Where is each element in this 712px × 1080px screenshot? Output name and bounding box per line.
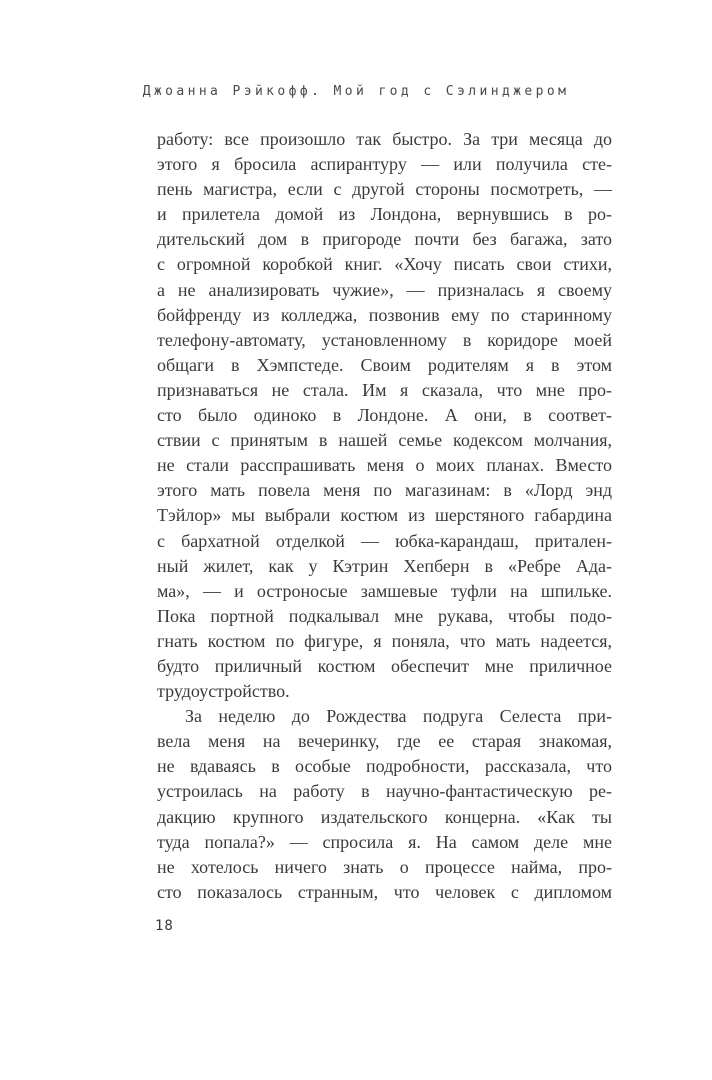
text-line: вела меня на вечеринку, где ее старая знакомая, [157,731,612,752]
text-line: признаваться не стала. Им я сказала, что мне про- [157,379,612,400]
text-line: будто приличный костюм обеспечит мне приличное [157,655,612,676]
text-line: устроилась на работу в научно-фантастическую ре- [157,781,612,802]
text-line: не хотелось ничего знать о процессе найма, про- [157,856,612,877]
text-line: Тэйлор» мы выбрали костюм из шерстяного габардина [157,505,612,526]
running-header: Джоанна Рэйкофф. Мой год с Сэлинджером [142,84,570,99]
text-line: трудоустройство. [157,681,290,702]
text-line: с огромной коробкой книг. «Хочу писать свои стихи, [157,254,612,275]
text-line: и прилетела домой из Лондона, вернувшись в ро- [157,204,612,225]
text-line: бойфренду из колледжа, позвонив ему по старинному [157,304,612,325]
text-line: а не анализировать чужие», — призналась я своему [157,279,612,300]
text-line: ный жилет, как у Кэтрин Хепберн в «Ребре Ада- [157,555,612,576]
text-line: сто показалось странным, что человек с дипломом [157,881,612,902]
text-line: не стали расспрашивать меня о моих планах. Вместо [157,455,612,476]
text-line: дакцию крупного издательского концерна. «Как ты [157,806,612,827]
text-line: сто было одиноко в Лондоне. А они, в соответ- [157,405,612,426]
page-number: 18 [155,918,174,934]
text-line: телефону-автомату, установленному в коридоре моей [157,329,612,350]
text-line: работу: все произошло так быстро. За три месяца до [157,129,612,149]
text-line: не вдаваясь в особые подробности, рассказала, что [157,756,612,777]
text-line: За неделю до Рождества подруга Селеста при- [185,706,612,727]
text-line: туда попала?» — спросила я. На самом деле мне [157,831,612,852]
text-line: общаги в Хэмпстеде. Своим родителям я в этом [157,354,612,375]
text-line: с бархатной отделкой — юбка-карандаш, притален- [157,530,612,551]
text-line: этого я бросила аспирантуру — или получила сте- [157,154,612,175]
text-line: ствии с принятым в нашей семье кодексом молчания, [157,430,612,451]
body-text [157,127,612,905]
text-line: гнать костюм по фигуре, я поняла, что мать надеется, [157,630,612,651]
text-line: дительский дом в пригороде почти без багажа, зато [157,229,612,250]
text-line: пень магистра, если с другой стороны посмотреть, — [157,179,612,200]
text-line: ма», — и остроносые замшевые туфли на шпильке. [157,580,612,601]
text-line: этого мать повела меня по магазинам: в «Лорд энд [157,480,612,501]
text-line: Пока портной подкалывал мне рукава, чтобы подо- [157,605,612,626]
